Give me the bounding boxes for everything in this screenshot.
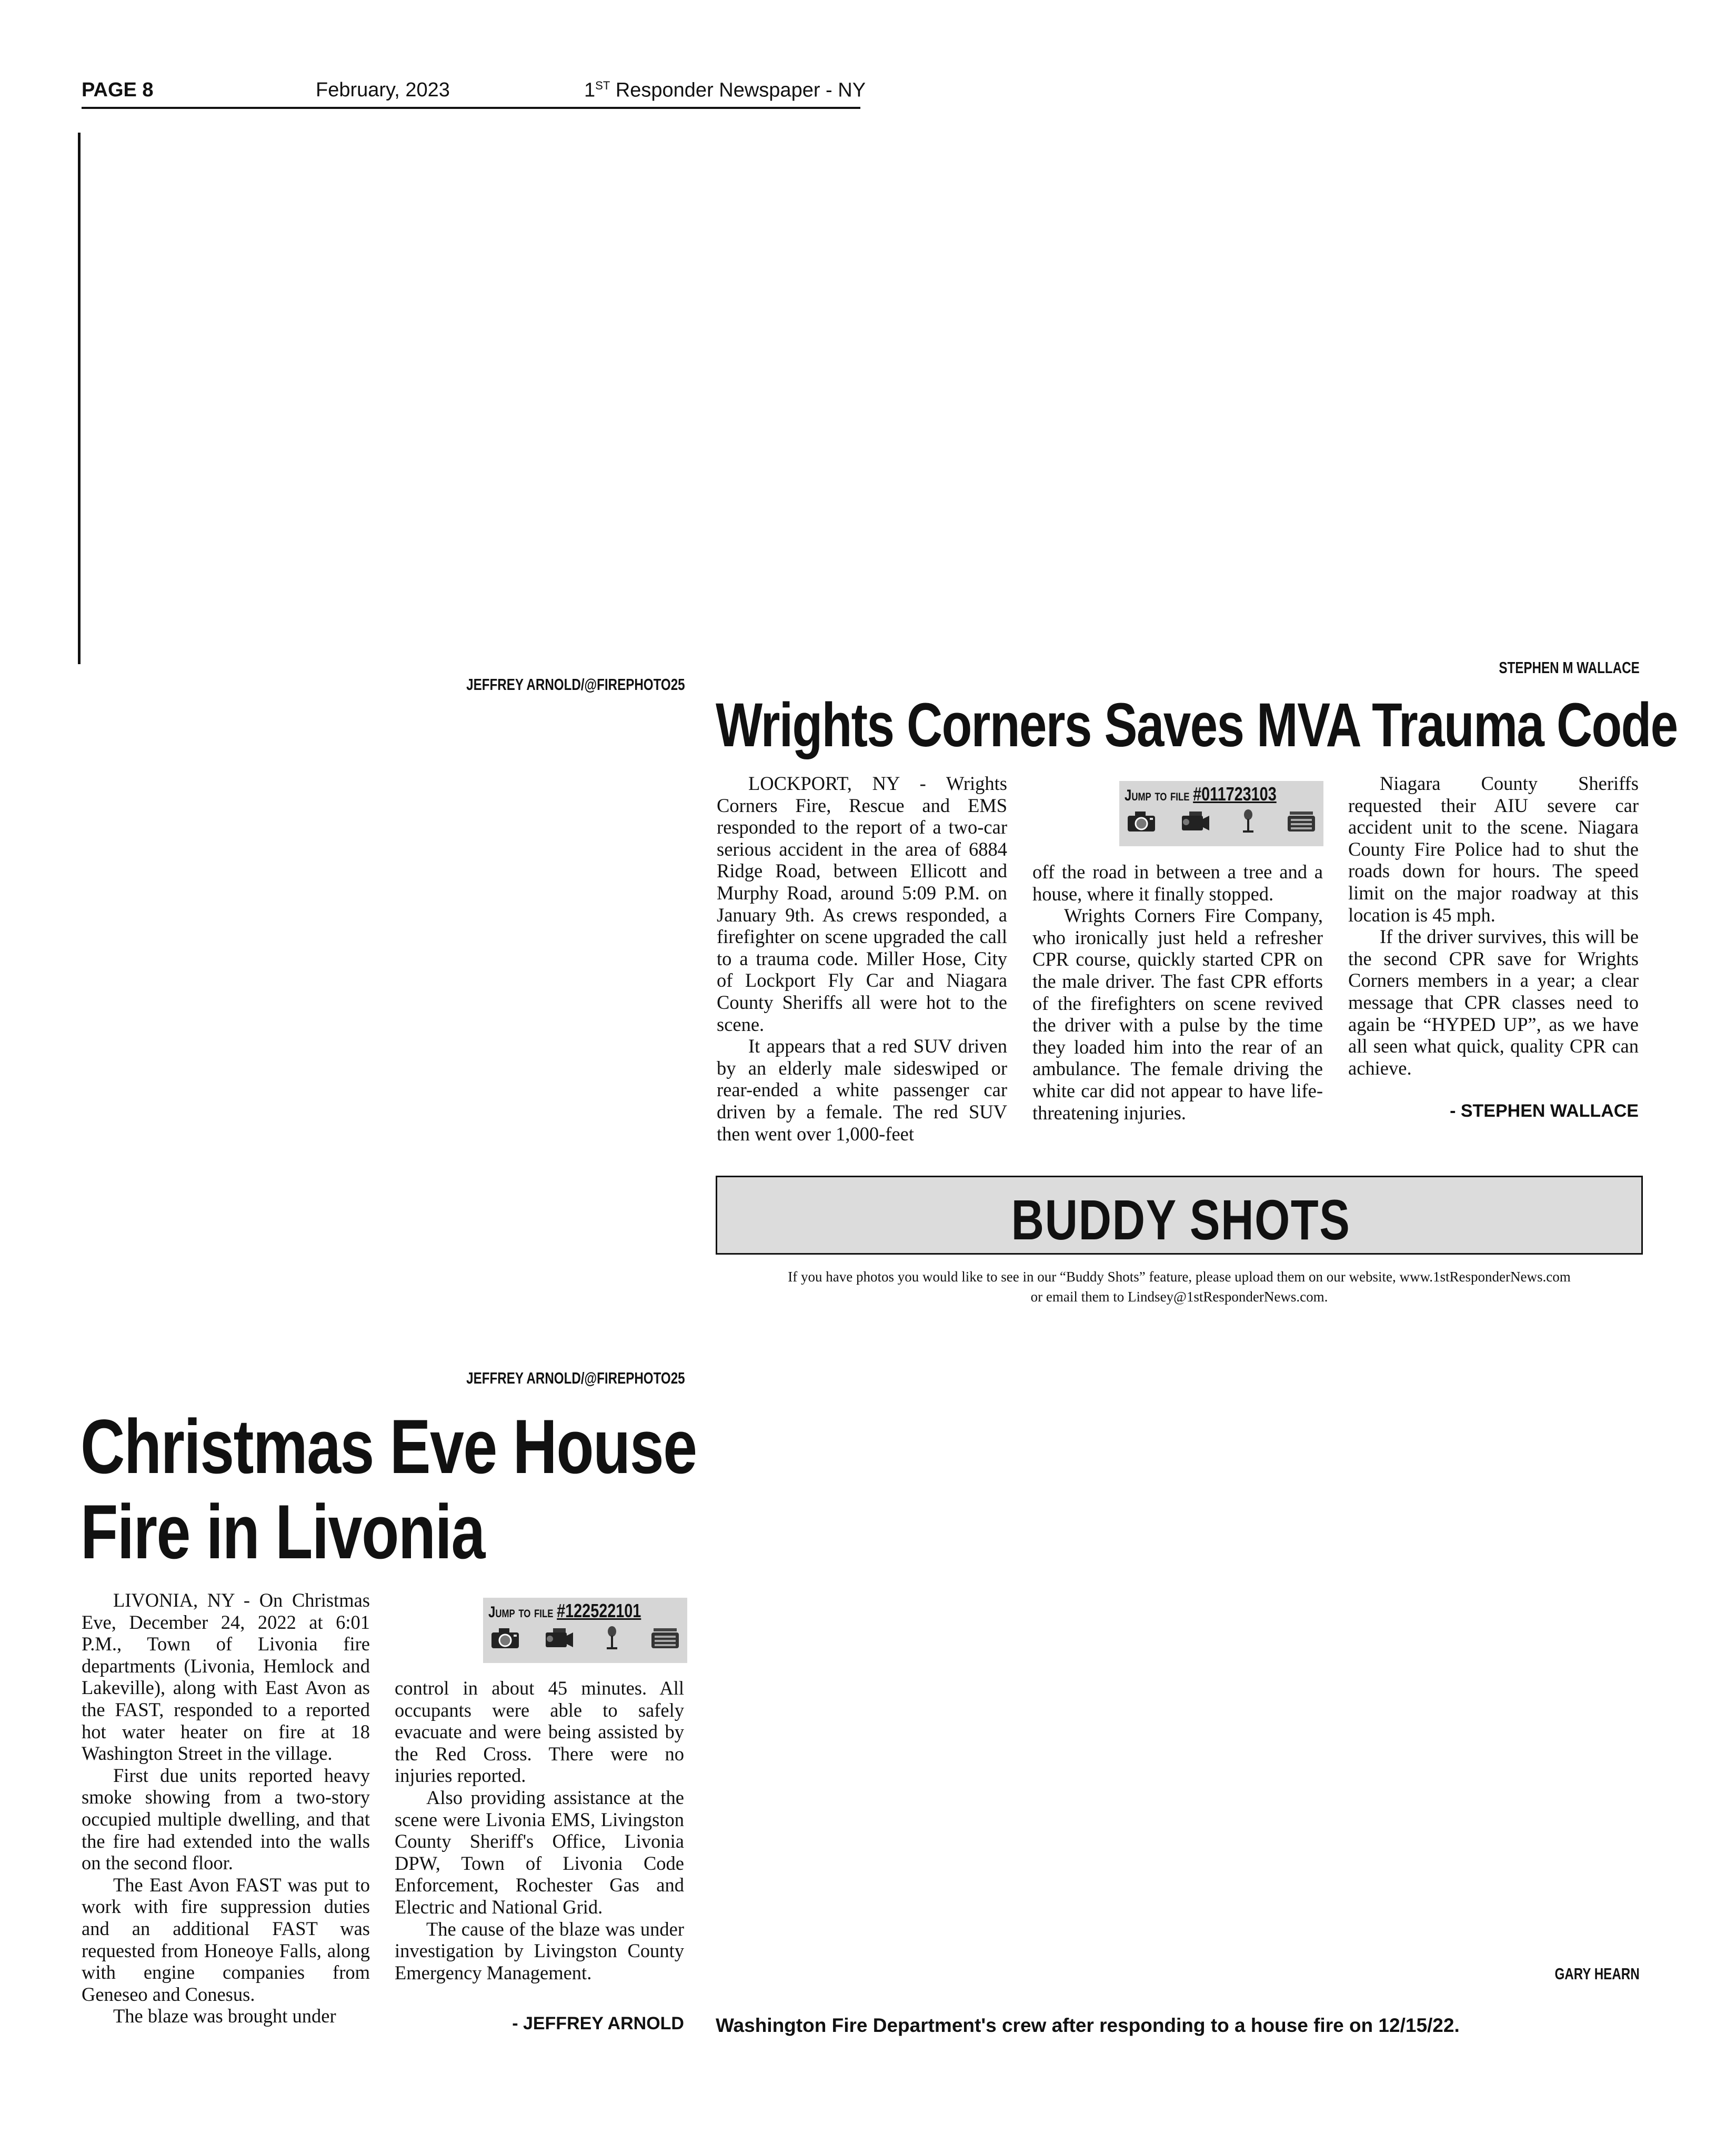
photo-caption: Washington Fire Department's crew after responding to a house fire on 12/15/22. <box>716 2015 1460 2036</box>
article-paragraph: Niagara County Sheriffs requested their AIU severe car accident unit to the scene. Niagara County Fire Police had to shut the roads down for hours. The speed limit on the major roadway at this location is 45 mph. <box>1348 773 1639 926</box>
article-paragraph: It appears that a red SUV driven by an elderly male sideswiped or rear-ended a white passenger car driven by a female. The red SUV then went over 1,000-feet <box>717 1035 1007 1145</box>
article-paragraph: LOCKPORT, NY - Wrights Corners Fire, Rescue and EMS responded to the report of a two-car serious accident in the area of 6884 Ridge Road, between Ellicott and Murphy Road, around 5:09 P.M. on January 9th. As crews responded, a firefighter on scene upgraded the call to a trauma code. Miller Hose, City of Lockport Fly Car and Niagara County Sheriffs all were hot to the scene. <box>717 773 1007 1035</box>
article-paragraph: The cause of the blaze was under investigation by Livingston County Emergency Management. <box>395 1918 684 1983</box>
photo-edge-rule <box>78 133 81 664</box>
article-column <box>1348 773 1639 1079</box>
photo-credit: GARY HEARN <box>1554 1965 1640 1983</box>
buddy-shots-title: BUDDY SHOTS <box>1011 1188 1351 1251</box>
article-column <box>717 773 1007 1145</box>
typewriter-icon <box>1285 807 1318 835</box>
page-number: PAGE 8 <box>82 79 154 101</box>
video-camera-icon <box>1178 807 1211 835</box>
article-byline: - STEPHEN WALLACE <box>1450 1101 1639 1121</box>
article-paragraph: off the road in between a tree and a house, where it finally stopped. <box>1032 861 1323 905</box>
typewriter-icon <box>648 1624 682 1651</box>
jump-to-file-label[interactable]: Jump to file #011723103 <box>1125 783 1277 805</box>
jump-to-file-box[interactable] <box>1119 781 1323 846</box>
article-paragraph: First due units reported heavy smoke showing from a two-story occupied multiple dwelling, and that the fire had extended into the walls on the second floor. <box>82 1764 370 1874</box>
article-paragraph: The East Avon FAST was put to work with fire suppression duties and an additional FAST was requested from Honeoye Falls, along with engine companies from Geneseo and Conesus. <box>82 1874 370 2005</box>
article-headline: Wrights Corners Saves MVA Trauma Code <box>716 690 1678 760</box>
article-column <box>82 1589 370 2027</box>
photo-credit: JEFFREY ARNOLD/@FIREPHOTO25 <box>466 1369 685 1387</box>
article-paragraph: LIVONIA, NY - On Christmas Eve, December 24, 2022 at 6:01 P.M., Town of Livonia fire departments (Livonia, Hemlock and Lakeville), along with East Avon as the FAST, responded to a reported hot water heater on fire at 18 Washington Street in the village. <box>82 1589 370 1765</box>
microphone-icon <box>595 1624 629 1651</box>
article-paragraph: Wrights Corners Fire Company, who ironically just held a refresher CPR course, quickly started CPR on the male driver. The fast CPR efforts of the firefighters on scene revived the driver with a pulse by the time they loaded him into the rear of an ambulance. The female driving the white car did not appear to have life-threatening injuries. <box>1032 905 1323 1124</box>
header-rule <box>82 107 860 109</box>
article-paragraph: Also providing assistance at the scene were Livonia EMS, Livingston County Sheriff's Office, Livonia DPW, Town of Livonia Code Enforcement, Rochester Gas and Electric and National Grid. <box>395 1786 684 1918</box>
article-headline: Christmas Eve House Fire in Livonia <box>81 1404 697 1575</box>
photo-credit: JEFFREY ARNOLD/@FIREPHOTO25 <box>466 675 685 694</box>
article-column <box>395 1677 684 1983</box>
issue-date: February, 2023 <box>316 79 450 101</box>
photo-credit: STEPHEN M WALLACE <box>1499 658 1640 677</box>
buddy-shots-note: If you have photos you would like to see in our “Buddy Shots” feature, please upload them on our website, www.1stResponderNews.com or email them to Lindsey@1stResponderNews.com. <box>788 1269 1571 1305</box>
article-column <box>1032 861 1323 1124</box>
buddy-shots-banner <box>716 1176 1643 1255</box>
article-paragraph: If the driver survives, this will be the second CPR save for Wrights Corners members in a year; a clear message that CPR classes need to again be “HYPED UP”, as we have all seen what quick, quality CPR can achieve. <box>1348 926 1639 1079</box>
jump-to-file-box[interactable] <box>483 1598 687 1663</box>
camera-icon <box>1125 807 1158 835</box>
article-paragraph: The blaze was brought under <box>113 2005 336 2027</box>
newspaper-name: 1ST Responder Newspaper - NY <box>584 79 866 102</box>
video-camera-icon <box>541 1624 575 1651</box>
microphone-icon <box>1231 807 1265 835</box>
article-byline: - JEFFREY ARNOLD <box>512 2013 684 2033</box>
camera-icon <box>488 1624 522 1651</box>
jump-to-file-label[interactable]: Jump to file #122522101 <box>488 1600 641 1621</box>
article-paragraph: control in about 45 minutes. All occupants were able to safely evacuate and were being assisted by the Red Cross. There were no injuries reported. <box>395 1677 684 1787</box>
